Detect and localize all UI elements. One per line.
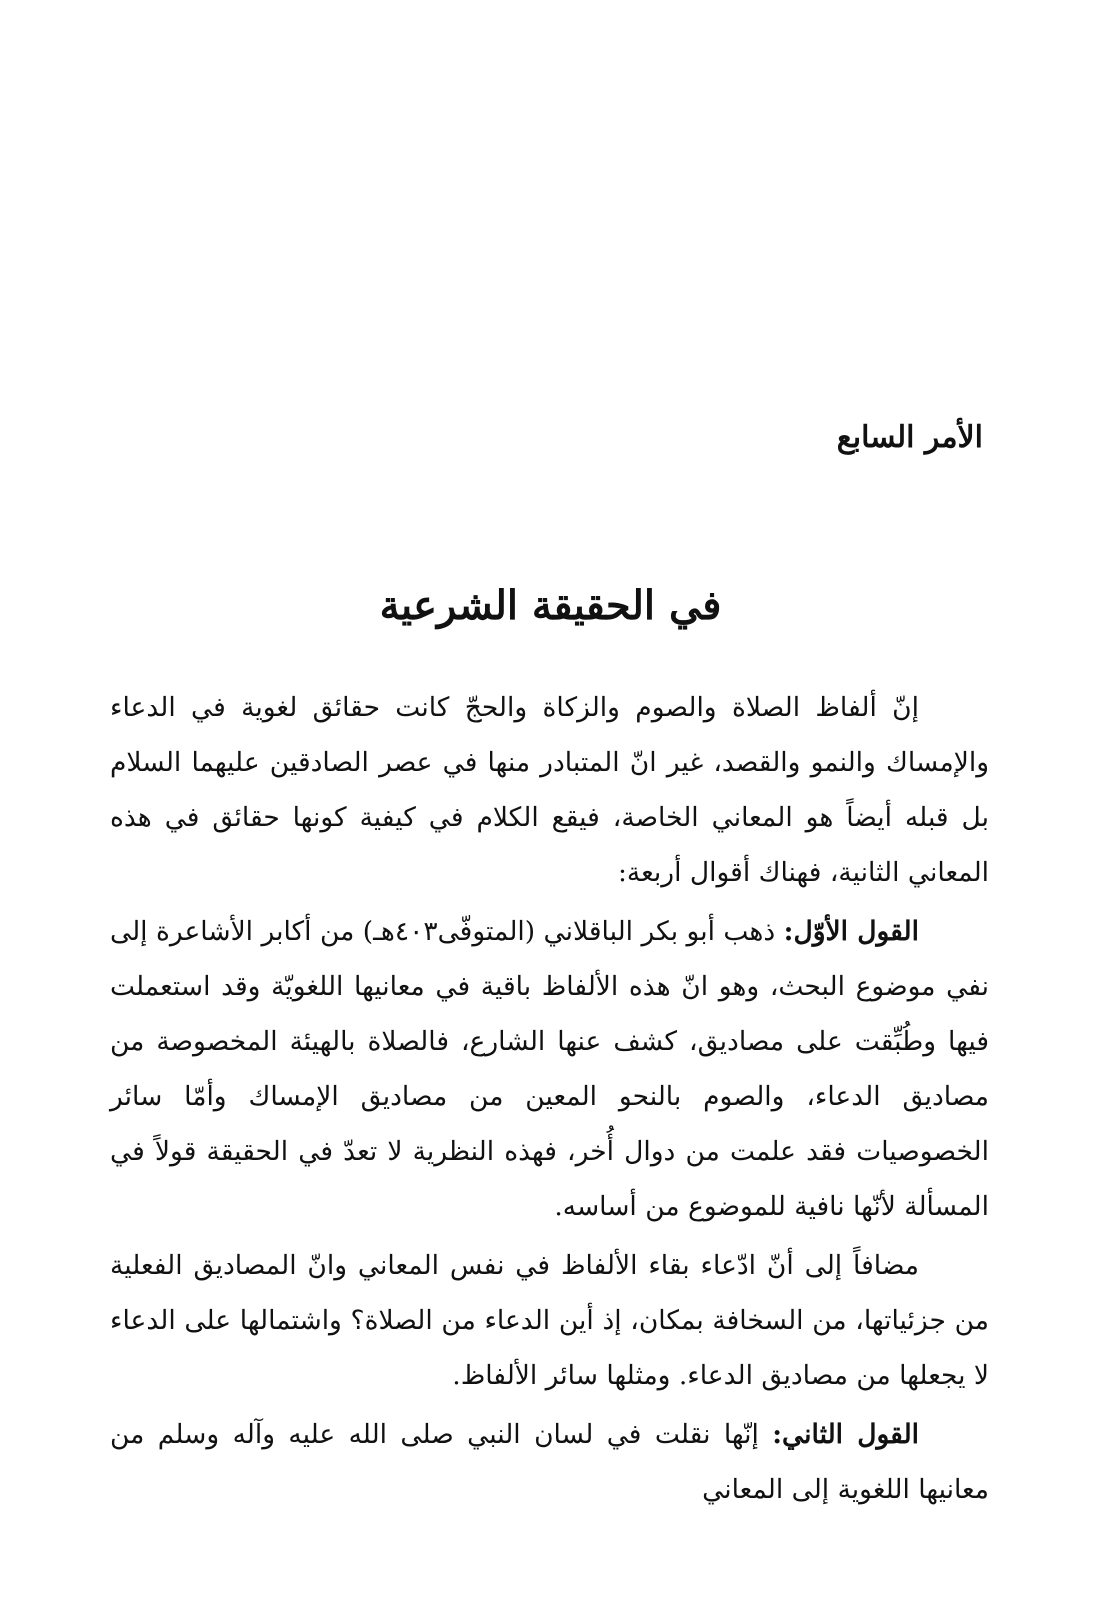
paragraph-text: ذهب أبو بكر الباقلاني (المتوفّى٤٠٣هـ) من أكابر الأشاعرة إلى نفي موضوع البحث، وهو انّ هذه الألفاظ باقية في معانيها اللغويّة وقد استعملت فيها وطُبِّقت على مصاديق، كشف عنها الشارع، فالصلاة بالهيئة المخصوصة من مصاديق الدعاء، والصوم بالنحو المعين من مصاديق الإمساك وأمّا سائر الخصوصيات فقد علمت من دوال أُخر، فهذه النظرية لا تعدّ في الحقيقة قولاً في المسألة لأنّها نافية للموضوع من أساسه. — [110, 916, 989, 1222]
paragraph-intro — [110, 680, 989, 900]
paragraph-first-opinion — [110, 904, 989, 1234]
paragraph-lead: القول الأوّل: — [783, 916, 919, 947]
paragraph-second-opinion — [110, 1407, 989, 1517]
chapter-title: في الحقيقة الشرعية — [379, 582, 722, 629]
paragraph-text: إنّها نقلت في لسان النبي صلى الله عليه وآله وسلم من معانيها اللغوية إلى المعاني — [110, 1419, 989, 1505]
paragraph-text: إنّ ألفاظ الصلاة والصوم والزكاة والحجّ كانت حقائق لغوية في الدعاء والإمساك والنمو والقصد، غير انّ المتبادر منها في عصر الصادقين عليهما السلام بل قبله أيضاً هو المعاني الخاصة، فيقع الكلام في كيفية كونها حقائق في هذه المعاني الثانية، فهناك أقوال أربعة: — [110, 692, 989, 888]
paragraph-lead: القول الثاني: — [772, 1419, 920, 1450]
paragraph-rebuttal — [110, 1238, 989, 1403]
body-text — [110, 680, 989, 1521]
paragraph-text: مضافاً إلى أنّ ادّعاء بقاء الألفاظ في نفس المعاني وانّ المصاديق الفعلية من جزئياتها، من السخافة بمكان، إذ أين الدعاء من الصلاة؟ واشتمالها على الدعاء لا يجعلها من مصاديق الدعاء. ومثلها سائر الألفاظ. — [110, 1250, 989, 1391]
section-label: الأمر السابع — [836, 420, 983, 455]
